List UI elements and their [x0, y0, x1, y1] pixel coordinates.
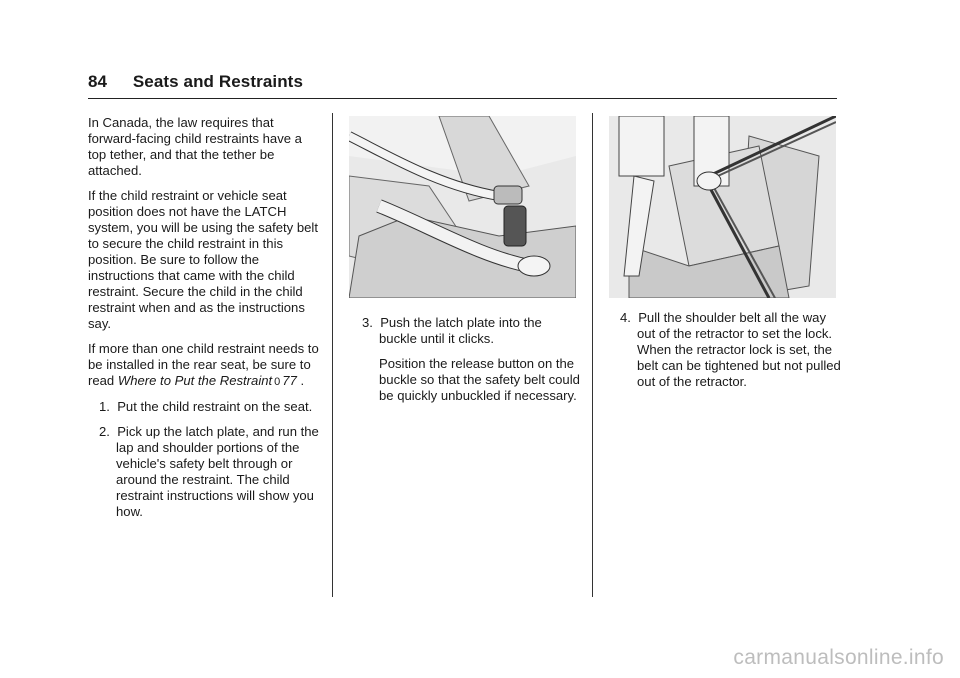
step-3 — [351, 315, 583, 347]
column-3 — [609, 310, 841, 399]
latch-buckle-illustration — [349, 116, 576, 298]
shoulder-belt-drawing — [609, 116, 836, 298]
step-text: Push the latch plate into the buckle until it clicks. — [379, 315, 542, 346]
latch-buckle-drawing — [349, 116, 576, 298]
step-number: 2. — [99, 424, 110, 439]
paragraph-more-than-one — [88, 341, 320, 390]
step-1 — [88, 399, 320, 415]
step-text: Pick up the latch plate, and run the lap and shoulder portions of the vehicle's safety belt through or around the restraint. The child restraint instructions will show you how. — [116, 424, 319, 519]
step-number: 1. — [99, 399, 110, 414]
page-number: 84 — [88, 72, 108, 91]
page-header — [88, 72, 303, 92]
page-ref-icon: 0 — [274, 376, 281, 388]
step-number: 3. — [362, 315, 373, 330]
column-divider-2 — [592, 113, 593, 597]
step-4 — [609, 310, 841, 390]
header-rule — [88, 98, 837, 99]
column-1 — [88, 115, 320, 529]
step-2 — [88, 424, 320, 520]
paragraph-canada-law: In Canada, the law requires that forward-facing child restraints have a top tether, and that the tether be attached. — [88, 115, 302, 178]
step-text: Put the child restraint on the seat. — [117, 399, 313, 414]
section-title: Seats and Restraints — [132, 72, 304, 91]
column-2 — [351, 315, 583, 413]
watermark: carmanualsonline.info — [733, 646, 944, 669]
page-ref-number[interactable]: 77 — [282, 373, 297, 388]
shoulder-belt-illustration — [609, 116, 836, 298]
paragraph-latch-system: If the child restraint or vehicle seat position does not have the LATCH system, you will be using the safety belt to secure the child restraint in this position. Be sure to follow the instructions that came with the child restraint. Secure the child in the child restraint when and as the instructions say. — [88, 188, 318, 331]
column-divider-1 — [332, 113, 333, 597]
step-number: 4. — [620, 310, 631, 325]
paragraph-end: . — [296, 373, 305, 388]
paragraph-text: If more than one child restraint needs to be installed in the rear seat, be sure to read — [88, 341, 319, 388]
where-to-put-link[interactable]: Where to Put the Restraint — [117, 373, 273, 388]
step-3-note: Position the release button on the buckle so that the safety belt could be quickly unbuckled if necessary. — [379, 356, 580, 403]
step-text: Pull the shoulder belt all the way out of the retractor to set the lock. When the retractor lock is set, the belt can be tightened but not pulled out of the retractor. — [637, 310, 841, 389]
